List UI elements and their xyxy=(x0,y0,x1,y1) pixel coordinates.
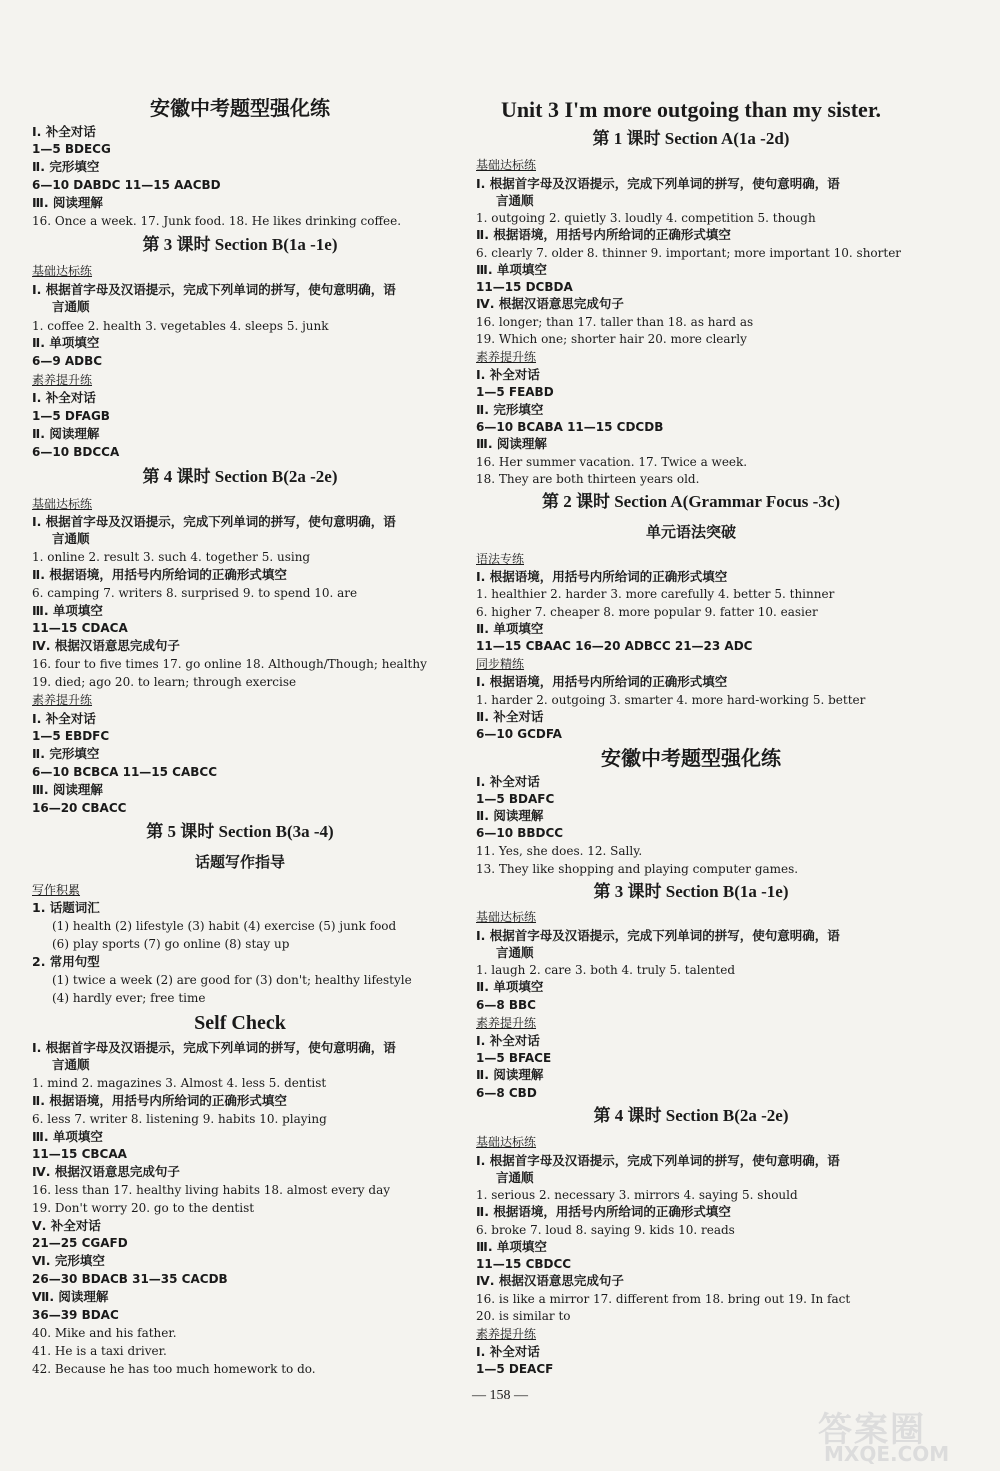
answer-line: 1. coffee 2. health 3. vegetables 4. sleeps 5. junk xyxy=(32,319,329,333)
question-heading: Ⅱ. 根据语境，用括号内所给词的正确形式填空 xyxy=(32,567,287,582)
answer-line: 6. less 7. writer 8. listening 9. habits 10. playing xyxy=(32,1112,327,1126)
question-heading: Ⅰ. 根据语境，用括号内所给词的正确形式填空 xyxy=(476,569,728,584)
answer-line: 11—15 CBAAC 16—20 ADBCC 21—23 ADC xyxy=(476,639,753,653)
question-heading: 言通顺 xyxy=(496,1170,534,1185)
question-heading: Ⅲ. 单项填空 xyxy=(476,1239,547,1254)
answer-line: 18. They are both thirteen years old. xyxy=(476,472,700,486)
answer-line: 1—5 FEABD xyxy=(476,385,554,399)
subsection-label: 素养提升练 xyxy=(32,693,93,707)
answer-line: 11. Yes, she does. 12. Sally. xyxy=(476,844,643,858)
question-heading: 言通顺 xyxy=(496,945,534,960)
question-heading: Ⅱ. 完形填空 xyxy=(32,159,100,174)
section-title: 第 5 课时 Section B(3a -4) xyxy=(146,822,334,841)
question-heading: Ⅲ. 单项填空 xyxy=(32,1129,103,1144)
answer-line: 6—10 BCBCA 11—15 CABCC xyxy=(32,765,218,779)
answer-line: 13. They like shopping and playing computer games. xyxy=(476,862,799,876)
question-heading: Ⅴ. 补全对话 xyxy=(32,1218,101,1233)
question-heading: Ⅲ. 单项填空 xyxy=(32,603,103,618)
question-heading: Ⅰ. 根据首字母及汉语提示，完成下列单词的拼写，使句意明确，语 xyxy=(476,1153,840,1168)
question-heading: Ⅱ. 根据语境，用括号内所给词的正确形式填空 xyxy=(32,1093,287,1108)
answer-line: 6—8 BBC xyxy=(476,998,536,1012)
question-heading: 言通顺 xyxy=(52,299,90,314)
answer-line: 42. Because he has too much homework to do. xyxy=(32,1362,316,1376)
answer-line: 16. longer; than 17. taller than 18. as hard as xyxy=(476,315,754,329)
answer-line: 16. Her summer vacation. 17. Twice a week. xyxy=(476,455,748,469)
question-heading: 言通顺 xyxy=(52,1057,90,1072)
question-heading: Ⅲ. 阅读理解 xyxy=(476,436,547,451)
answer-line: 1. healthier 2. harder 3. more carefully 4. better 5. thinner xyxy=(476,587,835,601)
answer-line: 6. clearly 7. older 8. thinner 9. important; more important 10. shorter xyxy=(476,246,902,260)
answer-line: 6. broke 7. loud 8. saying 9. kids 10. reads xyxy=(476,1223,735,1237)
section-title: 单元语法突破 xyxy=(645,525,736,541)
watermark-url: MXQE.COM xyxy=(824,1442,950,1466)
answer-line: 1—5 BFACE xyxy=(476,1051,552,1065)
question-heading: Ⅲ. 阅读理解 xyxy=(32,195,103,210)
answer-line: 1. harder 2. outgoing 3. smarter 4. more hard-working 5. better xyxy=(476,693,866,707)
question-heading: Ⅰ. 补全对话 xyxy=(476,774,540,789)
subsection-label: 语法专练 xyxy=(476,552,525,566)
answer-line: 16. four to five times 17. go online 18. Although/Though; healthy xyxy=(32,657,427,671)
answer-line: 6—10 BDCCA xyxy=(32,445,120,459)
answer-line: 6—10 BBDCC xyxy=(476,826,564,840)
answer-line: 11—15 DCBDA xyxy=(476,280,573,294)
section-title: 安徽中考题型强化练 xyxy=(601,748,781,770)
question-heading: Ⅵ. 完形填空 xyxy=(32,1253,105,1268)
question-heading: 言通顺 xyxy=(52,531,90,546)
question-heading: Ⅰ. 根据首字母及汉语提示，完成下列单词的拼写，使句意明确，语 xyxy=(476,928,840,943)
question-heading: Ⅱ. 补全对话 xyxy=(476,709,544,724)
question-heading: Ⅰ. 根据语境，用括号内所给词的正确形式填空 xyxy=(476,674,728,689)
subsection-label: 素养提升练 xyxy=(32,373,93,387)
subsection-label: 素养提升练 xyxy=(476,1016,537,1030)
answer-line: 21—25 CGAFD xyxy=(32,1236,128,1250)
question-heading: Ⅳ. 根据汉语意思完成句子 xyxy=(32,638,180,653)
answer-line: 26—30 BDACB 31—35 CACDB xyxy=(32,1272,228,1286)
question-heading: Ⅱ. 阅读理解 xyxy=(476,808,544,823)
answer-line: 6—8 CBD xyxy=(476,1086,537,1100)
watermark-logo xyxy=(818,1402,978,1466)
answer-line: 1. online 2. result 3. such 4. together 5. using xyxy=(32,550,311,564)
answer-line: 16. Once a week. 17. Junk food. 18. He likes drinking coffee. xyxy=(32,214,402,228)
section-title: 安徽中考题型强化练 xyxy=(150,98,330,120)
answer-line: (1) health (2) lifestyle (3) habit (4) exercise (5) junk food xyxy=(52,919,397,933)
answer-line: (1) twice a week (2) are good for (3) don't; healthy lifestyle xyxy=(52,973,412,987)
section-title: Unit 3 I'm more outgoing than my sister. xyxy=(500,97,882,122)
answer-line: 41. He is a taxi driver. xyxy=(32,1344,167,1358)
subsection-label: 基础达标练 xyxy=(32,264,93,278)
section-title: 第 2 课时 Section A(Grammar Focus -3c) xyxy=(541,492,841,511)
answer-line: (6) play sports (7) go online (8) stay up xyxy=(52,937,290,951)
subsection-label: 基础达标练 xyxy=(32,497,93,511)
question-heading: Ⅱ. 根据语境，用括号内所给词的正确形式填空 xyxy=(476,1204,731,1219)
answer-line: 11—15 CBDCC xyxy=(476,1257,572,1271)
question-heading: Ⅱ. 完形填空 xyxy=(476,402,544,417)
question-heading: Ⅳ. 根据汉语意思完成句子 xyxy=(32,1164,180,1179)
subsection-label: 同步精练 xyxy=(476,657,525,671)
answer-line: 16. less than 17. healthy living habits 18. almost every day xyxy=(32,1183,391,1197)
answer-line: 6—10 DABDC 11—15 AACBD xyxy=(32,178,221,192)
answer-line: 6. camping 7. writers 8. surprised 9. to spend 10. are xyxy=(32,586,358,600)
section-title: 话题写作指导 xyxy=(194,855,285,871)
question-heading: Ⅱ. 单项填空 xyxy=(476,621,544,636)
subsection-label: 素养提升练 xyxy=(476,1327,537,1341)
answer-line: 6. higher 7. cheaper 8. more popular 9. fatter 10. easier xyxy=(476,605,818,619)
question-heading: Ⅰ. 补全对话 xyxy=(32,390,96,405)
answer-line: 1—5 BDECG xyxy=(32,142,111,156)
answer-line: 11—15 CBCAA xyxy=(32,1147,127,1161)
question-heading: Ⅱ. 根据语境，用括号内所给词的正确形式填空 xyxy=(476,227,731,242)
subsection-label: 基础达标练 xyxy=(476,158,537,172)
section-title: 第 3 课时 Section B(1a -1e) xyxy=(142,235,338,254)
question-heading: 言通顺 xyxy=(496,193,534,208)
question-heading: 1. 话题词汇 xyxy=(32,900,100,915)
answer-line: 1. mind 2. magazines 3. Almost 4. less 5. dentist xyxy=(32,1076,327,1090)
section-title: 第 4 课时 Section B(2a -2e) xyxy=(142,467,338,486)
question-heading: Ⅰ. 根据首字母及汉语提示，完成下列单词的拼写，使句意明确，语 xyxy=(32,282,396,297)
answer-line: 1. serious 2. necessary 3. mirrors 4. saying 5. should xyxy=(476,1188,798,1202)
answer-line: 19. Which one; shorter hair 20. more clearly xyxy=(476,332,747,346)
answer-line: 1. outgoing 2. quietly 3. loudly 4. competition 5. though xyxy=(476,211,816,225)
question-heading: Ⅰ. 根据首字母及汉语提示，完成下列单词的拼写，使句意明确，语 xyxy=(32,1040,396,1055)
question-heading: Ⅰ. 根据首字母及汉语提示，完成下列单词的拼写，使句意明确，语 xyxy=(32,514,396,529)
answer-line: 6—10 BCABA 11—15 CDCDB xyxy=(476,420,664,434)
answer-line: 6—9 ADBC xyxy=(32,354,103,368)
question-heading: Ⅰ. 根据首字母及汉语提示，完成下列单词的拼写，使句意明确，语 xyxy=(476,176,840,191)
section-title: 第 3 课时 Section B(1a -1e) xyxy=(593,882,789,901)
page-number: — 158 — xyxy=(472,1388,528,1403)
answer-line: 1—5 DFAGB xyxy=(32,409,110,423)
question-heading: Ⅲ. 阅读理解 xyxy=(32,782,103,797)
answer-line: 1—5 DEACF xyxy=(476,1362,554,1376)
answer-line: (4) hardly ever; free time xyxy=(52,991,206,1005)
question-heading: Ⅱ. 单项填空 xyxy=(32,335,100,350)
question-heading: Ⅲ. 单项填空 xyxy=(476,262,547,277)
question-heading: Ⅰ. 补全对话 xyxy=(476,367,540,382)
question-heading: Ⅰ. 补全对话 xyxy=(32,711,96,726)
question-heading: Ⅰ. 补全对话 xyxy=(476,1033,540,1048)
answer-line: 19. died; ago 20. to learn; through exercise xyxy=(32,675,297,689)
answer-line: 6—10 GCDFA xyxy=(476,727,562,741)
question-heading: Ⅱ. 单项填空 xyxy=(476,979,544,994)
subsection-label: 基础达标练 xyxy=(476,910,537,924)
answer-line: 1—5 EBDFC xyxy=(32,729,110,743)
answer-line: 16. is like a mirror 17. different from 18. bring out 19. In fact xyxy=(476,1292,851,1306)
answer-line: 16—20 CBACC xyxy=(32,801,127,815)
answer-line: 20. is similar to xyxy=(476,1309,571,1323)
question-heading: Ⅳ. 根据汉语意思完成句子 xyxy=(476,296,624,311)
subsection-label: 基础达标练 xyxy=(476,1135,537,1149)
question-heading: Ⅶ. 阅读理解 xyxy=(32,1289,109,1304)
question-heading: Ⅱ. 完形填空 xyxy=(32,746,100,761)
answer-line: 11—15 CDACA xyxy=(32,621,128,635)
question-heading: Ⅳ. 根据汉语意思完成句子 xyxy=(476,1273,624,1288)
answer-line: 40. Mike and his father. xyxy=(32,1326,177,1340)
section-title: 第 1 课时 Section A(1a -2d) xyxy=(592,129,790,148)
question-heading: Ⅰ. 补全对话 xyxy=(32,124,96,139)
answer-line: 36—39 BDAC xyxy=(32,1308,119,1322)
answer-line: 1—5 BDAFC xyxy=(476,792,555,806)
watermark-text: 答案圈 xyxy=(818,1410,926,1450)
question-heading: Ⅰ. 补全对话 xyxy=(476,1344,540,1359)
answer-line: 1. laugh 2. care 3. both 4. truly 5. talented xyxy=(476,963,736,977)
section-title: Self Check xyxy=(194,1012,286,1034)
question-heading: Ⅱ. 阅读理解 xyxy=(476,1067,544,1082)
subsection-label: 写作积累 xyxy=(32,883,81,897)
section-title: 第 4 课时 Section B(2a -2e) xyxy=(593,1106,789,1125)
question-heading: Ⅱ. 阅读理解 xyxy=(32,426,100,441)
answer-line: 19. Don't worry 20. go to the dentist xyxy=(32,1201,255,1215)
question-heading: 2. 常用句型 xyxy=(32,954,100,969)
subsection-label: 素养提升练 xyxy=(476,350,537,364)
